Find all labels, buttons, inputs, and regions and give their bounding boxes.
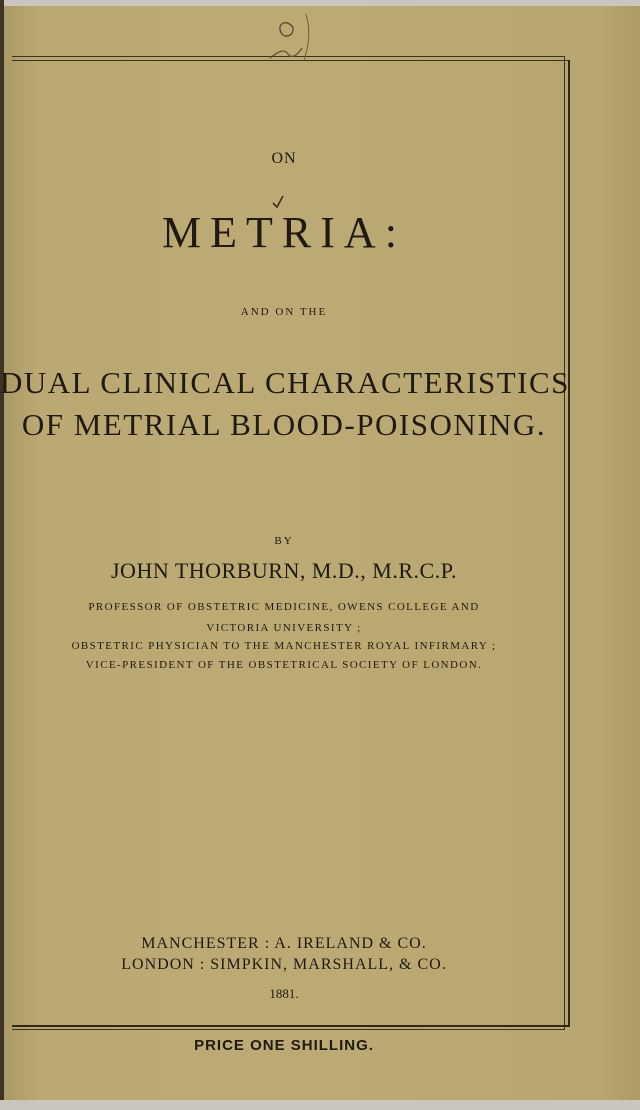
price-notice: PRICE ONE SHILLING. [194, 1037, 374, 1054]
handwritten-annotation-mark [258, 8, 318, 68]
subtitle-line-2: OF METRIAL BLOOD-POISONING. [21, 407, 547, 442]
credential-line-4: VICE-PRESIDENT OF THE OBSTETRICAL SOCIETY OF LONDON. [85, 659, 483, 671]
book-title: METRIA: [162, 208, 406, 257]
connector-and-on-the: AND ON THE [240, 306, 328, 318]
publisher-line-2: LONDON : SIMPKIN, MARSHALL, & CO. [121, 956, 447, 973]
credential-line-1: PROFESSOR OF OBSTETRIC MEDICINE, OWENS COLLEGE AND [88, 601, 480, 613]
heading-on: ON [271, 150, 297, 167]
scan-top-edge [0, 0, 640, 6]
by-label: BY [274, 535, 294, 547]
credential-line-3: OBSTETRIC PHYSICIAN TO THE MANCHESTER ROYAL INFIRMARY ; [71, 640, 497, 652]
subtitle-line-1: DUAL CLINICAL CHARACTERISTICS [0, 365, 570, 400]
publication-year: 1881. [269, 986, 299, 1001]
credential-line-2: VICTORIA UNIVERSITY ; [206, 622, 362, 634]
scan-bottom-edge [0, 1100, 640, 1110]
publisher-line-1: MANCHESTER : A. IRELAND & CO. [141, 935, 427, 952]
author-name: JOHN THORBURN, M.D., M.R.C.P. [111, 558, 457, 583]
